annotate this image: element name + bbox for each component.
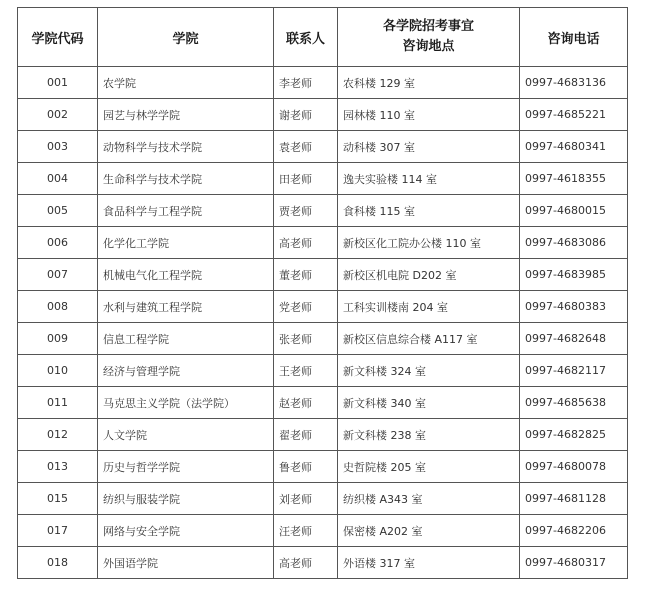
cell-contact: 刘老师 [274, 483, 338, 515]
cell-phone: 0997-4685221 [520, 99, 628, 131]
cell-college: 马克思主义学院（法学院） [98, 387, 274, 419]
admission-contact-table-wrapper [17, 7, 628, 579]
cell-college: 生命科学与技术学院 [98, 163, 274, 195]
table-row [18, 259, 628, 291]
table-row [18, 515, 628, 547]
cell-phone: 0997-4683086 [520, 227, 628, 259]
cell-college: 外国语学院 [98, 547, 274, 579]
cell-phone: 0997-4681128 [520, 483, 628, 515]
cell-college: 水利与建筑工程学院 [98, 291, 274, 323]
cell-college: 化学化工学院 [98, 227, 274, 259]
cell-college: 网络与安全学院 [98, 515, 274, 547]
table-row [18, 547, 628, 579]
cell-phone: 0997-4682825 [520, 419, 628, 451]
admission-contact-table [17, 7, 628, 579]
cell-code: 018 [18, 547, 98, 579]
table-row [18, 323, 628, 355]
cell-location: 史哲院楼 205 室 [338, 451, 520, 483]
cell-contact: 李老师 [274, 67, 338, 99]
cell-location: 动科楼 307 室 [338, 131, 520, 163]
cell-location: 新校区机电院 D202 室 [338, 259, 520, 291]
cell-location: 新校区化工院办公楼 110 室 [338, 227, 520, 259]
cell-phone: 0997-4682648 [520, 323, 628, 355]
cell-contact: 袁老师 [274, 131, 338, 163]
cell-college: 信息工程学院 [98, 323, 274, 355]
cell-contact: 董老师 [274, 259, 338, 291]
header-contact: 联系人 [274, 8, 338, 67]
cell-code: 015 [18, 483, 98, 515]
cell-code: 005 [18, 195, 98, 227]
cell-location: 工科实训楼南 204 室 [338, 291, 520, 323]
header-location-line1: 各学院招考事宜 [382, 19, 474, 34]
cell-code: 012 [18, 419, 98, 451]
cell-college: 机械电气化工程学院 [98, 259, 274, 291]
cell-contact: 赵老师 [274, 387, 338, 419]
cell-location: 外语楼 317 室 [338, 547, 520, 579]
cell-phone: 0997-4680015 [520, 195, 628, 227]
cell-code: 006 [18, 227, 98, 259]
cell-location: 逸夫实验楼 114 室 [338, 163, 520, 195]
cell-code: 001 [18, 67, 98, 99]
table-row [18, 419, 628, 451]
cell-location: 纺织楼 A343 室 [338, 483, 520, 515]
cell-location: 保密楼 A202 室 [338, 515, 520, 547]
cell-college: 动物科学与技术学院 [98, 131, 274, 163]
cell-phone: 0997-4618355 [520, 163, 628, 195]
cell-college: 纺织与服装学院 [98, 483, 274, 515]
cell-location: 新文科楼 340 室 [338, 387, 520, 419]
cell-college: 农学院 [98, 67, 274, 99]
cell-college: 食品科学与工程学院 [98, 195, 274, 227]
cell-phone: 0997-4683136 [520, 67, 628, 99]
table-row [18, 99, 628, 131]
cell-contact: 高老师 [274, 227, 338, 259]
cell-college: 人文学院 [98, 419, 274, 451]
cell-phone: 0997-4680383 [520, 291, 628, 323]
table-row [18, 355, 628, 387]
cell-code: 010 [18, 355, 98, 387]
cell-code: 003 [18, 131, 98, 163]
table-row [18, 227, 628, 259]
cell-location: 农科楼 129 室 [338, 67, 520, 99]
cell-college: 园艺与林学学院 [98, 99, 274, 131]
header-college: 学院 [98, 8, 274, 67]
cell-phone: 0997-4680078 [520, 451, 628, 483]
header-code: 学院代码 [18, 8, 98, 67]
header-location-line2: 咨询地点 [402, 39, 455, 54]
cell-contact: 鲁老师 [274, 451, 338, 483]
table-row [18, 291, 628, 323]
cell-contact: 党老师 [274, 291, 338, 323]
cell-college: 经济与管理学院 [98, 355, 274, 387]
header-phone: 咨询电话 [520, 8, 628, 67]
table-row [18, 131, 628, 163]
cell-phone: 0997-4682206 [520, 515, 628, 547]
cell-location: 园林楼 110 室 [338, 99, 520, 131]
table-row [18, 483, 628, 515]
cell-phone: 0997-4682117 [520, 355, 628, 387]
cell-location: 新校区信息综合楼 A117 室 [338, 323, 520, 355]
cell-contact: 谢老师 [274, 99, 338, 131]
cell-code: 007 [18, 259, 98, 291]
cell-code: 008 [18, 291, 98, 323]
cell-code: 002 [18, 99, 98, 131]
cell-code: 013 [18, 451, 98, 483]
cell-phone: 0997-4683985 [520, 259, 628, 291]
cell-phone: 0997-4680317 [520, 547, 628, 579]
cell-location: 新文科楼 238 室 [338, 419, 520, 451]
table-body [18, 67, 628, 579]
table-row [18, 67, 628, 99]
table-row [18, 387, 628, 419]
table-row [18, 451, 628, 483]
cell-code: 017 [18, 515, 98, 547]
table-header-row [18, 8, 628, 67]
table-row [18, 195, 628, 227]
cell-contact: 翟老师 [274, 419, 338, 451]
cell-phone: 0997-4685638 [520, 387, 628, 419]
cell-location: 食科楼 115 室 [338, 195, 520, 227]
table-row [18, 163, 628, 195]
cell-college: 历史与哲学学院 [98, 451, 274, 483]
header-location [338, 8, 520, 67]
cell-contact: 贾老师 [274, 195, 338, 227]
cell-contact: 高老师 [274, 547, 338, 579]
cell-contact: 田老师 [274, 163, 338, 195]
cell-contact: 汪老师 [274, 515, 338, 547]
cell-contact: 张老师 [274, 323, 338, 355]
cell-location: 新文科楼 324 室 [338, 355, 520, 387]
cell-code: 004 [18, 163, 98, 195]
cell-phone: 0997-4680341 [520, 131, 628, 163]
cell-code: 011 [18, 387, 98, 419]
cell-code: 009 [18, 323, 98, 355]
cell-contact: 王老师 [274, 355, 338, 387]
